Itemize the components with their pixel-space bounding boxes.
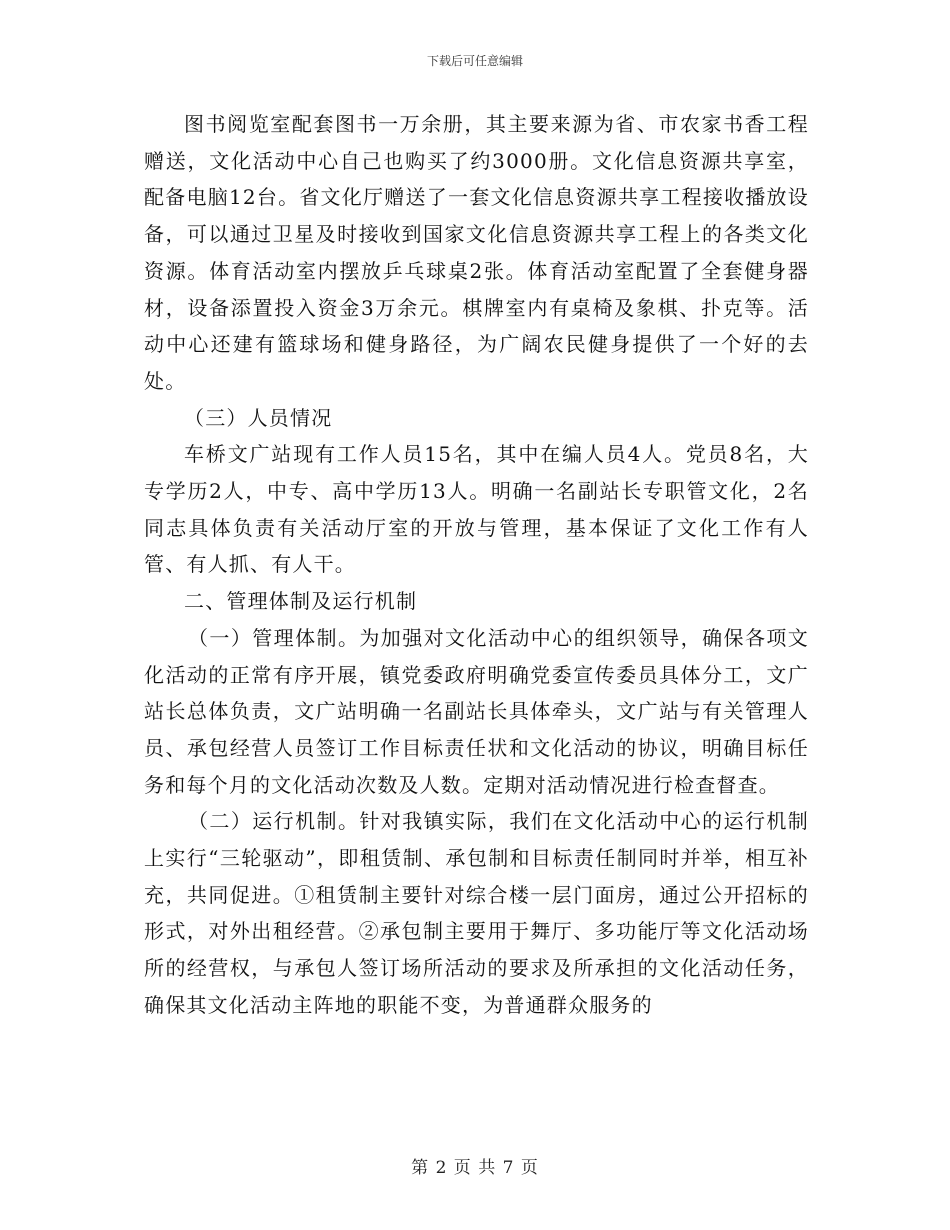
document-body: [144, 106, 809, 1024]
paragraph-operation-mechanism: （二）运行机制。针对我镇实际，我们在文化活动中心的运行机制上实行“三轮驱动”，即租赁制、承包制和目标责任制同时并举，相互补充，共同促进。①租赁制主要针对综合楼一层门面房，通过公开招标的形式，对外出租经营。②承包制主要用于舞厅、多功能厅等文化活动场所的经营权，与承包人签订场所活动的要求及所承担的文化活动任务，确保其文化活动主阵地的职能不变，为普通群众服务的: [144, 809, 809, 1017]
page-footer: 第 2 页 共 7 页: [411, 1158, 539, 1178]
page-header: 下载后可任意编辑: [426, 54, 523, 68]
section-heading-management: 二、管理体制及运行机制: [184, 589, 418, 614]
paragraph-staff: 车桥文广站现有工作人员15名，其中在编人员4人。党员8名，大专学历2人，中专、高中学历13人。明确一名副站长专职管文化，2名同志具体负责有关活动厅室的开放与管理，基本保证了文化工作有人管、有人抓、有人干。: [144, 442, 809, 577]
paragraph-management-system: （一）管理体制。为加强对文化活动中心的组织领导，确保各项文化活动的正常有序开展，镇党委政府明确党委宣传委员具体分工，文广站长总体负责，文广站明确一名副站长具体牵头，文广站与有关管理人员、承包经营人员签订工作目标责任状和文化活动的协议，明确目标任务和每个月的文化活动次数及人数。定期对活动情况进行检查督查。: [144, 625, 809, 797]
paragraph-library: 图书阅览室配套图书一万余册，其主要来源为省、市农家书香工程赠送，文化活动中心自己也购买了约3000册。文化信息资源共享室，配备电脑12台。省文化厅赠送了一套文化信息资源共享工程接收播放设备，可以通过卫星及时接收到国家文化信息资源共享工程上的各类文化资源。体育活动室内摆放乒乓球桌2张。体育活动室配置了全套健身器材，设备添置投入资金3万余元。棋牌室内有桌椅及象棋、扑克等。活动中心还建有篮球场和健身路径，为广阔农民健身提供了一个好的去处。: [144, 112, 809, 393]
section-heading-staff: （三）人员情况: [184, 405, 333, 430]
